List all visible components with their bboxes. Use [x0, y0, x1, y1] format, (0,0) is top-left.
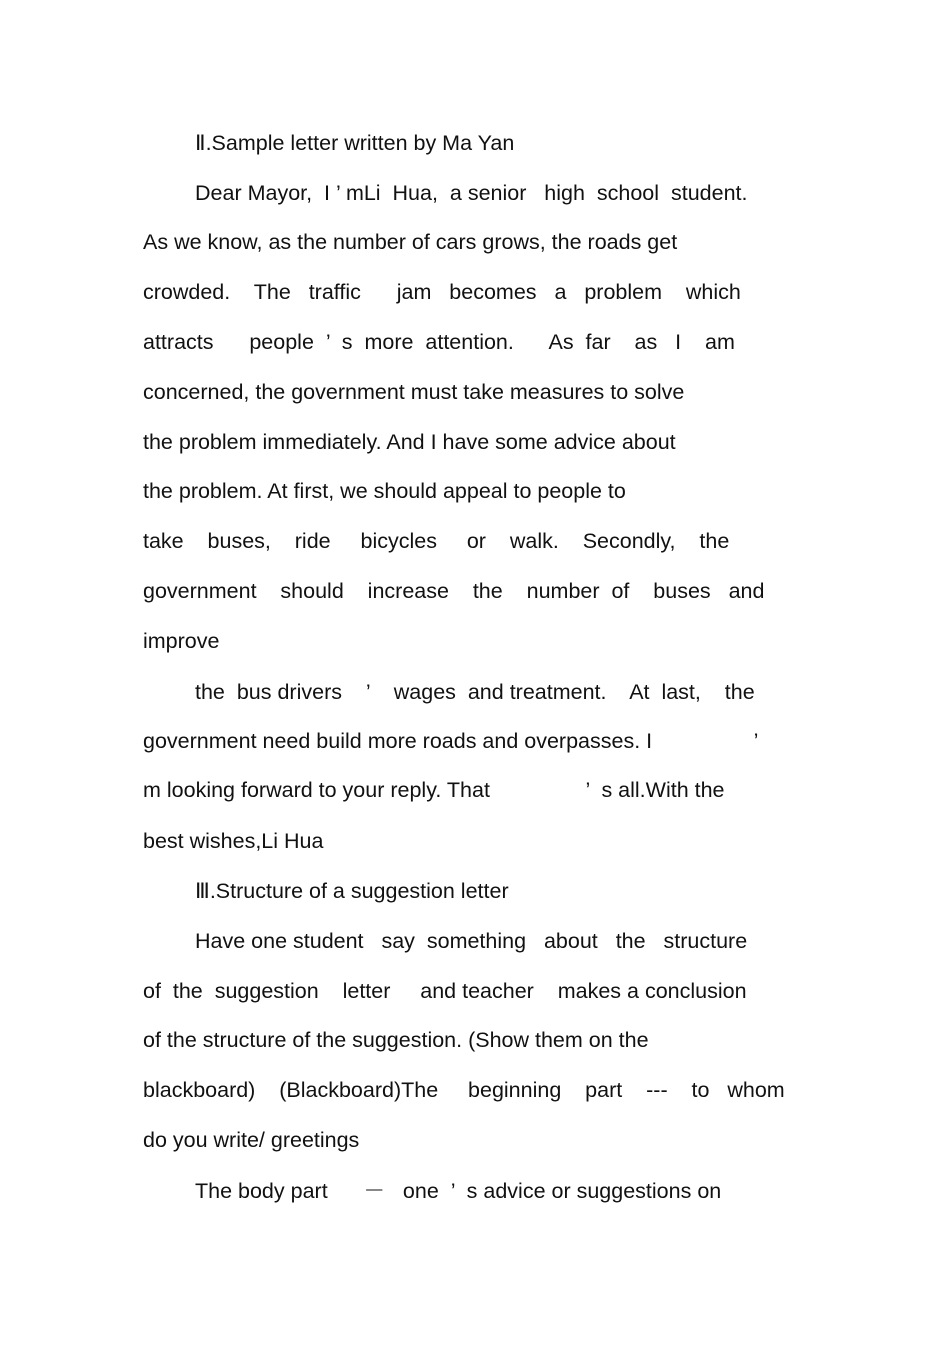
- text-line: blackboard) (Blackboard)The beginning part --- to whom: [143, 1078, 785, 1102]
- text-line: m looking forward to your reply. That ’ s all.With the: [143, 778, 725, 802]
- text-line: crowded. The traffic jam becomes a problem which: [143, 280, 741, 304]
- text-line: attracts people ’ s more attention. As far as I am: [143, 330, 735, 354]
- text-line: Have one student say something about the structure: [195, 929, 748, 953]
- text-line: Dear Mayor, I ’ mLi Hua, a senior high school student.: [195, 181, 748, 205]
- text-line: the bus drivers ’ wages and treatment. At last, the: [195, 680, 755, 704]
- text-line: do you write/ greetings: [143, 1128, 360, 1152]
- text-line: government need build more roads and overpasses. I ’: [143, 729, 759, 753]
- text-line: the problem. At first, we should appeal to people to: [143, 479, 626, 503]
- text-line: take buses, ride bicycles or walk. Secondly, the: [143, 529, 730, 553]
- text-line: government should increase the number of buses and: [143, 579, 765, 603]
- text-line: concerned, the government must take measures to solve: [143, 380, 685, 404]
- text-line: best wishes,Li Hua: [143, 829, 324, 853]
- text-line: As we know, as the number of cars grows, the roads get: [143, 230, 678, 254]
- section-heading-structure: Ⅲ.Structure of a suggestion letter: [195, 879, 509, 903]
- text-line: the problem immediately. And I have some advice about: [143, 430, 676, 454]
- text-line: The body part － one ’ s advice or suggestions on: [195, 1179, 722, 1203]
- text-line: improve: [143, 629, 220, 653]
- text-line: of the suggestion letter and teacher makes a conclusion: [143, 979, 747, 1003]
- text-line: of the structure of the suggestion. (Show them on the: [143, 1028, 649, 1052]
- section-heading-sample-letter: Ⅱ.Sample letter written by Ma Yan: [195, 131, 515, 155]
